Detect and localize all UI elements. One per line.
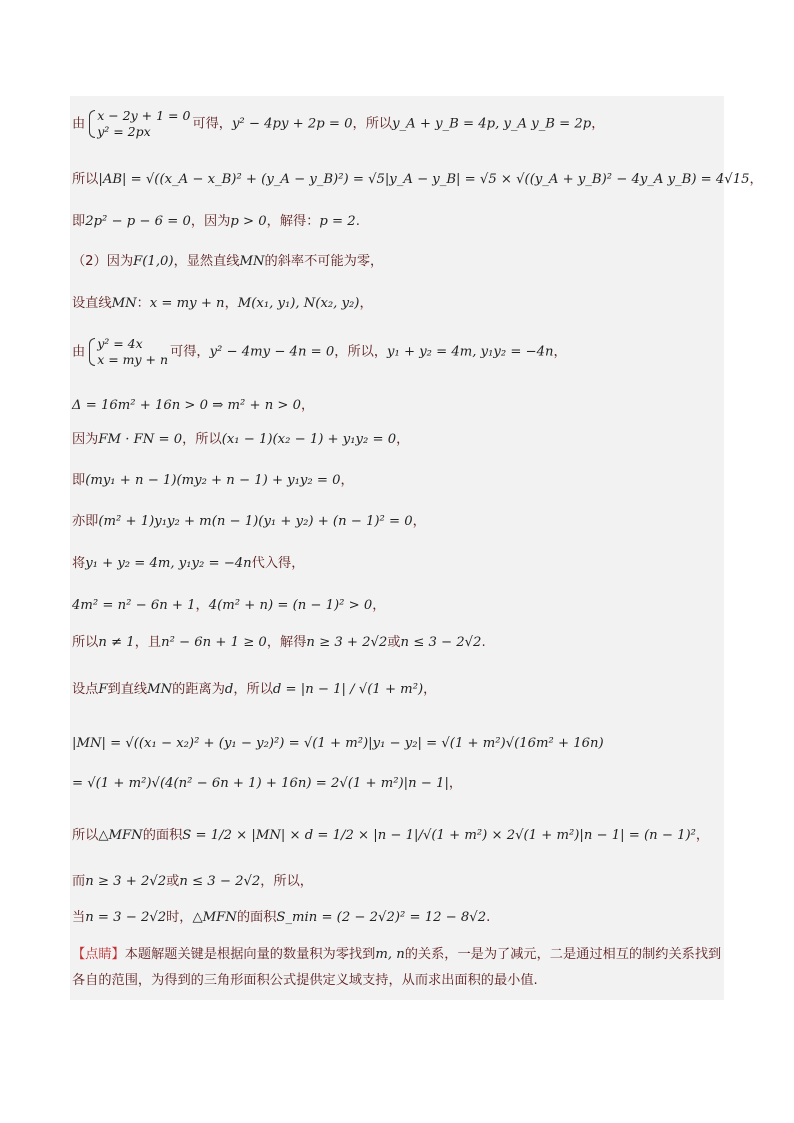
- math: d = |n − 1| / √(1 + m²): [272, 682, 424, 697]
- math: = √(1 + m²)√(4(n² − 6n + 1) + 16n) = 2√(1 + m²)|n − 1|: [72, 776, 449, 791]
- text: .: [481, 635, 486, 650]
- math: n ≥ 3 + 2√2: [306, 635, 388, 650]
- math: (m² + 1)y₁y₂ + m(n − 1)(y₁ + y₂) + (n − 1)² = 0: [98, 514, 413, 529]
- math: MN: [239, 254, 265, 269]
- text: 或: [387, 635, 401, 650]
- solution-line-7: [72, 396, 722, 416]
- text: 所以: [72, 635, 99, 650]
- math: p = 2: [319, 214, 356, 229]
- text: ，: [412, 514, 426, 529]
- text: 设直线: [72, 296, 112, 311]
- solution-line-17: [72, 826, 722, 846]
- text: 到直线: [107, 682, 148, 697]
- math: 4(m² + n) = (n − 1)² > 0: [208, 598, 373, 613]
- text: ，: [340, 473, 354, 488]
- text: 的面积: [236, 910, 277, 925]
- text: 即: [72, 473, 86, 488]
- math: FM · FN = 0: [98, 432, 183, 447]
- math: y₁ + y₂ = 4m, y₁y₂ = −4n: [85, 556, 252, 571]
- text: ，: [591, 116, 605, 132]
- solution-line-19: [72, 908, 722, 928]
- text: ，: [423, 682, 437, 697]
- solution-line-18: [72, 872, 722, 892]
- math: M(x₁, y₁), N(x₂, y₂): [237, 296, 360, 311]
- text: 当: [72, 910, 86, 925]
- text: ，显然直线: [173, 254, 240, 269]
- solution-line-3: [72, 212, 722, 232]
- math: n ≥ 3 + 2√2: [85, 874, 167, 889]
- text: 亦即: [72, 514, 99, 529]
- text: ，: [695, 828, 710, 843]
- text: 的斜率不可能为零，: [264, 254, 384, 269]
- math: △MFN: [98, 828, 143, 843]
- math: n ≠ 1: [98, 635, 135, 650]
- solution-line-6: [72, 336, 722, 368]
- text: ，: [195, 598, 209, 613]
- math: m, n: [375, 947, 405, 962]
- math: 4m² = n² − 6n + 1: [72, 598, 196, 613]
- text: 由: [72, 116, 86, 132]
- math: n ≤ 3 − 2√2: [179, 874, 261, 889]
- solution-line-9: [72, 471, 722, 491]
- text: ，所以，: [334, 344, 388, 360]
- text: 代入得，: [251, 556, 305, 571]
- solution-line-5: [72, 294, 722, 314]
- math: Δ = 16m² + 16n > 0 ⇒ m² + n > 0: [72, 398, 302, 413]
- solution-line-16: [72, 774, 722, 794]
- math: MN: [147, 682, 173, 697]
- math: F(1,0): [133, 254, 174, 269]
- solution-line-1: [72, 108, 722, 140]
- text: 因为: [72, 432, 99, 447]
- text: 将: [72, 556, 86, 571]
- text: ，: [749, 172, 763, 187]
- text: ，因为: [190, 214, 231, 229]
- equation-system: [87, 336, 168, 368]
- text: 即: [72, 214, 86, 229]
- text: 所以: [72, 828, 99, 843]
- text: ：: [136, 296, 150, 311]
- text: ，所以: [182, 432, 222, 447]
- math: n = 3 − 2√2: [85, 910, 167, 925]
- solution-line-4: [72, 252, 722, 272]
- solution-line-11: [72, 554, 722, 574]
- solution-line-10: [72, 512, 722, 532]
- text: 时，: [166, 910, 193, 925]
- comment-block: [72, 942, 722, 996]
- text: ，: [396, 432, 410, 447]
- solution-line-13: [72, 633, 722, 653]
- text: .: [486, 910, 491, 925]
- text: 可得，: [192, 116, 232, 132]
- equation: y² = 4x: [97, 336, 143, 351]
- text: ，所以: [233, 682, 273, 697]
- text: 可得，: [170, 344, 210, 360]
- math: y_A + y_B = 4p, y_A y_B = 2p: [392, 116, 592, 132]
- math: d: [224, 682, 234, 697]
- solution-line-14: [72, 680, 722, 700]
- text: ，所以: [352, 116, 393, 132]
- solution-line-15: [72, 734, 722, 754]
- solution-line-12: [72, 596, 722, 616]
- math: △MFN: [192, 910, 237, 925]
- text: ，: [448, 776, 463, 791]
- text: ，: [224, 296, 238, 311]
- equation: x = my + n: [97, 352, 169, 367]
- math: y₁ + y₂ = 4m, y₁y₂ = −4n: [387, 344, 554, 360]
- equation: x − 2y + 1 = 0: [97, 108, 191, 123]
- text: 的面积: [142, 828, 183, 843]
- math: |AB| = √((x_A − x_B)² + (y_A − y_B)²) = √5|y_A − y_B| = √5 × √((y_A + y_B)² − 4y_A y_B) = 4√15: [98, 172, 750, 187]
- math: (my₁ + n − 1)(my₂ + n − 1) + y₁y₂ = 0: [85, 473, 341, 488]
- math: n ≤ 3 − 2√2: [400, 635, 482, 650]
- text: ，且: [134, 635, 162, 650]
- solution-line-2: [72, 170, 763, 190]
- text: 而: [72, 874, 86, 889]
- math: MN: [111, 296, 137, 311]
- solution-line-8: [72, 430, 722, 450]
- text: ，: [553, 344, 567, 360]
- text: ，: [301, 398, 315, 413]
- text: ，解得：: [266, 214, 320, 229]
- equation-system: [87, 108, 190, 140]
- math: x = my + n: [149, 296, 225, 311]
- equation: y² = 2px: [97, 124, 151, 139]
- text: .: [355, 214, 360, 229]
- math: p > 0: [230, 214, 267, 229]
- text: ，: [372, 598, 386, 613]
- text: 由: [72, 344, 86, 360]
- comment-tag: 【点睛】: [72, 947, 125, 962]
- math: S_min = (2 − 2√2)² = 12 − 8√2: [276, 910, 487, 925]
- comment-text: 的关系，一是为了减元，二是通过相互的制约关系找到各自的范围，为得到的三角形面积公式提供定义域支持，从而求出面积的最小值.: [72, 947, 722, 988]
- math: S = 1/2 × |MN| × d = 1/2 × |n − 1|/√(1 + m²) × 2√(1 + m²)|n − 1| = (n − 1)²: [182, 828, 696, 843]
- math: n² − 6n + 1 ≥ 0: [161, 635, 267, 650]
- text: 设点: [72, 682, 99, 697]
- math: (x₁ − 1)(x₂ − 1) + y₁y₂ = 0: [221, 432, 397, 447]
- text: ，: [359, 296, 373, 311]
- text: ，解得: [266, 635, 307, 650]
- math: |MN| = √((x₁ − x₂)² + (y₁ − y₂)²) = √(1 + m²)|y₁ − y₂| = √(1 + m²)√(16m² + 16n): [72, 736, 604, 751]
- text: （2）因为: [72, 254, 134, 269]
- comment-text: 本题解题关键是根据向量的数量积为零找到: [124, 947, 376, 962]
- math: 2p² − p − 6 = 0: [85, 214, 191, 229]
- text: 的距离为: [172, 682, 225, 697]
- math: F: [98, 682, 108, 697]
- text: 或: [166, 874, 180, 889]
- math: y² − 4py + 2p = 0: [231, 116, 353, 132]
- math: y² − 4my − 4n = 0: [209, 344, 335, 360]
- text: ，所以，: [260, 874, 313, 889]
- text: 所以: [72, 172, 99, 187]
